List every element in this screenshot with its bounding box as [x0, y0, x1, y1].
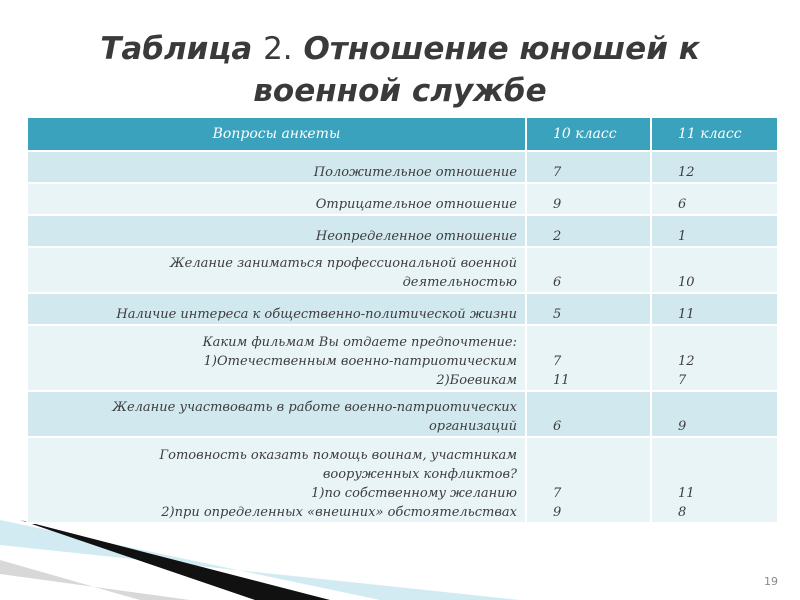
question-cell-line: Отрицательное отношение — [315, 197, 517, 212]
header-grade-10: 10 класс — [526, 117, 651, 151]
grade-10-cell-line: 5 — [553, 307, 562, 322]
table-row — [27, 151, 778, 183]
question-cell-line: Наличие интереса к общественно-политической жизни — [116, 307, 517, 322]
header-questions: Вопросы анкеты — [27, 117, 526, 151]
grade-10-cell-line: 7 — [553, 486, 562, 501]
question-cell — [27, 437, 526, 523]
table-row — [27, 391, 778, 437]
page-title — [60, 28, 740, 112]
grade-10-cell-line: 9 — [553, 197, 562, 212]
table-header-row — [27, 117, 778, 151]
title-number: 2. — [263, 31, 293, 67]
question-cell-line: Каким фильмам Вы отдаете предпочтение: — [202, 335, 517, 350]
table-row — [27, 183, 778, 215]
question-cell-line: 2)Боевикам — [436, 373, 517, 388]
grade-11-cell — [651, 215, 778, 247]
table-row — [27, 293, 778, 325]
grade-11-cell — [651, 151, 778, 183]
question-cell — [27, 293, 526, 325]
question-cell — [27, 391, 526, 437]
table-row — [27, 437, 778, 523]
title-prefix: Таблица — [100, 31, 264, 67]
title-rest: Отношение юношей к — [292, 31, 700, 67]
question-cell — [27, 325, 526, 391]
grade-10-cell — [526, 437, 651, 523]
grade-11-cell-line: 8 — [678, 505, 687, 520]
grade-11-cell — [651, 325, 778, 391]
grade-10-cell-line: 9 — [553, 505, 562, 520]
grade-11-cell-line: 9 — [678, 419, 687, 434]
grade-11-cell-line: 10 — [678, 275, 695, 290]
grade-10-cell — [526, 183, 651, 215]
title-line2: военной службе — [253, 73, 547, 109]
grade-11-cell-line: 7 — [678, 373, 687, 388]
table-row — [27, 247, 778, 293]
grade-11-cell — [651, 247, 778, 293]
question-cell — [27, 151, 526, 183]
question-cell-line: 1)Отечественным военно-патриотическим — [203, 354, 517, 369]
grade-10-cell-line: 7 — [553, 354, 562, 369]
grade-11-cell-line: 11 — [678, 486, 695, 501]
grade-10-cell — [526, 215, 651, 247]
page-number: 19 — [764, 575, 778, 588]
question-cell — [27, 183, 526, 215]
table-row — [27, 215, 778, 247]
grade-10-cell — [526, 247, 651, 293]
grade-11-cell-line: 11 — [678, 307, 695, 322]
header-grade-11: 11 класс — [651, 117, 778, 151]
grade-11-cell — [651, 437, 778, 523]
grade-11-cell — [651, 293, 778, 325]
question-cell-line: вооруженных конфликтов? — [322, 467, 517, 482]
question-cell-line: Желание участвовать в работе военно-патриотических — [112, 400, 517, 415]
question-cell-line: Готовность оказать помощь воинам, участникам — [159, 448, 517, 463]
question-cell-line: организаций — [428, 419, 517, 434]
grade-10-cell — [526, 151, 651, 183]
question-cell-line: Неопределенное отношение — [315, 229, 517, 244]
grade-10-cell — [526, 325, 651, 391]
survey-table — [26, 116, 779, 524]
grade-10-cell-line: 2 — [553, 229, 562, 244]
decor-black-stripe — [20, 520, 330, 600]
grade-11-cell-line: 12 — [678, 165, 695, 180]
question-cell-line: деятельностью — [402, 275, 517, 290]
grade-11-cell — [651, 183, 778, 215]
question-cell — [27, 215, 526, 247]
grade-11-cell — [651, 391, 778, 437]
grade-10-cell — [526, 391, 651, 437]
grade-10-cell-line: 11 — [553, 373, 570, 388]
grade-10-cell-line: 6 — [553, 419, 562, 434]
grade-11-cell-line: 1 — [678, 229, 687, 244]
table-row — [27, 325, 778, 391]
question-cell-line: 1)по собственному желанию — [311, 486, 517, 501]
grade-10-cell-line: 6 — [553, 275, 562, 290]
question-cell — [27, 247, 526, 293]
question-cell-line: Положительное отношение — [313, 165, 517, 180]
question-cell-line: Желание заниматься профессиональной военной — [170, 256, 517, 271]
question-cell-line: 2)при определенных «внешних» обстоятельствах — [161, 505, 517, 520]
grade-11-cell-line: 6 — [678, 197, 687, 212]
grade-10-cell — [526, 293, 651, 325]
grade-10-cell-line: 7 — [553, 165, 562, 180]
grade-11-cell-line: 12 — [678, 354, 695, 369]
